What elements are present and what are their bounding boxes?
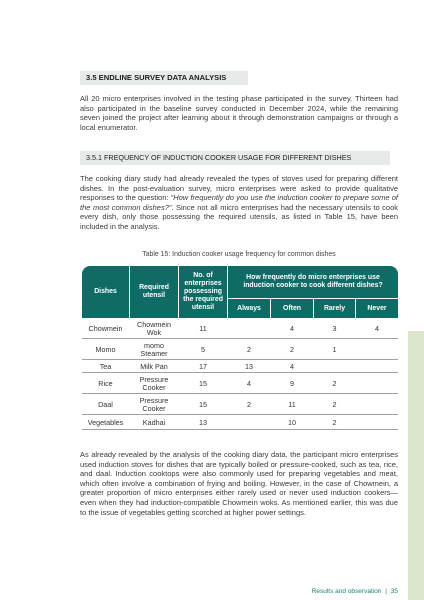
table-row <box>82 416 398 430</box>
cell-rarely: 2 <box>332 378 337 388</box>
cell-utensil-label: momo Steamer <box>140 340 168 358</box>
cell-count: 15 <box>199 399 207 409</box>
cell-rarely: 2 <box>332 399 337 409</box>
cell-always <box>228 416 270 429</box>
table-row <box>82 340 398 360</box>
cell-always: 13 <box>245 361 253 371</box>
cell-often: 4 <box>290 361 294 371</box>
cell-never <box>356 374 398 393</box>
cell-never <box>356 395 398 414</box>
cell-rarely: 3 <box>332 323 337 333</box>
side-accent-tab <box>408 331 424 600</box>
cell-utensil: Kadhai <box>142 417 166 427</box>
cell-often: 9 <box>290 378 294 388</box>
cell-utensil <box>130 319 178 338</box>
cell-always <box>228 319 270 338</box>
paragraph-lead: The cooking diary study had already revealed the types of stoves used for preparing different dishes. In the post-evaluation survey, micro enterprises were asked to provide qualitative responses to the question: <box>80 174 398 203</box>
page-footer <box>312 588 398 595</box>
header-dishes: Dishes <box>82 266 129 318</box>
subsection-heading: 3.5.1 FREQUENCY OF INDUCTION COOKER USAGE FOR DIFFERENT DISHES <box>80 151 390 165</box>
cell-often: 4 <box>290 323 294 333</box>
cell-rarely: 1 <box>332 344 337 354</box>
table-caption: Table 15: Induction cooker usage frequency for common dishes <box>142 251 336 258</box>
header-possessing <box>179 266 227 318</box>
cell-utensil <box>130 340 178 359</box>
header-often: Often <box>271 299 313 318</box>
cell-count: 11 <box>199 323 207 333</box>
paragraph-tail: . Since not all micro enterprises had the necessary utensils to cook every dish, only those possessing the required utensils, as listed in Table 15, have been included in the analysis. <box>80 202 398 231</box>
cell-rarely <box>314 361 355 372</box>
cell-always: 2 <box>247 344 251 354</box>
cell-count: 15 <box>199 378 207 388</box>
cell-always: 2 <box>247 399 251 409</box>
cell-dish: Momo <box>95 344 116 354</box>
cell-dish: Rice <box>98 378 113 388</box>
table-row <box>82 361 398 373</box>
section-heading: 3.5 ENDLINE SURVEY DATA ANALYSIS <box>80 71 248 85</box>
cell-often: 2 <box>290 344 294 354</box>
footer-separator: | <box>385 588 387 595</box>
page-number: 35 <box>390 588 398 595</box>
cell-utensil: Milk Pan <box>140 361 168 371</box>
cell-utensil-label: Pressure Cooker <box>139 395 169 413</box>
header-always: Always <box>228 299 270 318</box>
table-row <box>82 374 398 394</box>
cell-never <box>356 416 398 429</box>
cell-dish: Tea <box>99 361 112 371</box>
subsection-paragraph <box>80 174 398 232</box>
header-frequency-label: How frequently do micro enterprises use induction cooker to cook different dishes? <box>243 274 383 289</box>
header-required-utensil-label: Required utensil <box>139 284 169 299</box>
cell-dish: Daal <box>98 399 113 409</box>
header-possessing-label: No. of enterprises possessing the required utensil <box>183 272 223 311</box>
cell-rarely: 2 <box>332 417 337 427</box>
header-never: Never <box>356 299 398 318</box>
cell-never <box>356 361 398 372</box>
cell-utensil-label: Chowmein Wok <box>137 319 171 337</box>
cell-often: 10 <box>288 417 296 427</box>
cell-count: 17 <box>199 361 207 371</box>
cell-utensil <box>130 395 178 414</box>
cell-never <box>356 340 398 359</box>
table-row <box>82 319 398 339</box>
cell-dish: Chowmein <box>88 323 123 333</box>
intro-paragraph: All 20 micro enterprises involved in the testing phase participated in the survey. Thirteen had also participated in the baseline survey conducted in December 2024, while the remaining seven joined the project after learning about it through demonstration campaigns or through a local enumerator. <box>80 94 398 132</box>
cell-utensil <box>130 374 178 393</box>
survey-question: “How frequently do you use the induction cooker to prepare some of the most common dishes?” <box>80 193 399 212</box>
cell-never: 4 <box>375 323 379 333</box>
header-rarely: Rarely <box>314 299 355 318</box>
cell-dish: Vegetables <box>87 417 124 427</box>
header-frequency <box>228 266 398 298</box>
footer-section-label: Results and observation <box>311 588 382 595</box>
cell-count: 5 <box>201 344 205 354</box>
cell-always: 4 <box>247 378 251 388</box>
cell-utensil-label: Pressure Cooker <box>139 374 169 392</box>
table-row <box>82 395 398 415</box>
header-required-utensil <box>130 266 178 318</box>
cell-often: 11 <box>288 399 296 409</box>
analysis-paragraph: As already revealed by the analysis of the cooking diary data, the participant micro enterprises used induction stoves for dishes that are typically boiled or pressure-cooked, such as tea, rice, and daal. Induction cooktops were also commonly used for preparing vegetables and meat, which often involve a combination of frying and boiling. However, in the case of Chowmein, a greater proportion of micro enterprises either rarely used or never used induction cookers—even when they had induction-compatible Chowmein woks. As mentioned earlier, this was due to the issue of vegetables getting scorched at higher power settings. <box>80 450 398 517</box>
cell-count: 13 <box>199 417 207 427</box>
